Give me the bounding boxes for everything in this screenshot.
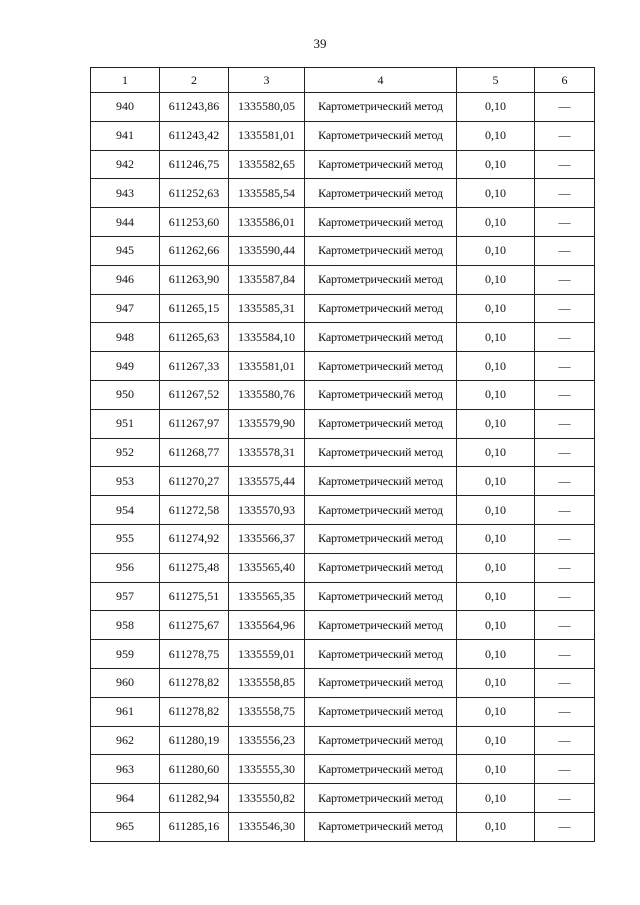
cell-x-coordinate: 611243,42 [160, 121, 229, 150]
table-row [91, 208, 595, 237]
cell-x-coordinate: 611265,63 [160, 323, 229, 352]
column-header-2: 2 [160, 68, 229, 93]
cell-y-coordinate: 1335586,01 [229, 208, 305, 237]
column-header-6: 6 [535, 68, 595, 93]
cell-method: Картометрический метод [305, 640, 457, 669]
cell-note: — [535, 640, 595, 669]
cell-y-coordinate: 1335558,75 [229, 697, 305, 726]
cell-point-number: 949 [91, 352, 160, 381]
cell-accuracy: 0,10 [457, 265, 535, 294]
table-header-row [91, 68, 595, 93]
cell-note: — [535, 380, 595, 409]
table-row [91, 323, 595, 352]
cell-y-coordinate: 1335559,01 [229, 640, 305, 669]
table-row [91, 640, 595, 669]
cell-note: — [535, 179, 595, 208]
cell-accuracy: 0,10 [457, 236, 535, 265]
table-row [91, 582, 595, 611]
cell-note: — [535, 812, 595, 841]
cell-x-coordinate: 611280,19 [160, 726, 229, 755]
cell-y-coordinate: 1335585,54 [229, 179, 305, 208]
cell-x-coordinate: 611275,48 [160, 553, 229, 582]
cell-y-coordinate: 1335575,44 [229, 467, 305, 496]
cell-x-coordinate: 611265,15 [160, 294, 229, 323]
cell-accuracy: 0,10 [457, 496, 535, 525]
cell-method: Картометрический метод [305, 467, 457, 496]
cell-x-coordinate: 611270,27 [160, 467, 229, 496]
cell-x-coordinate: 611280,60 [160, 755, 229, 784]
table-row [91, 150, 595, 179]
cell-x-coordinate: 611278,82 [160, 668, 229, 697]
cell-method: Картометрический метод [305, 179, 457, 208]
cell-x-coordinate: 611262,66 [160, 236, 229, 265]
cell-note: — [535, 265, 595, 294]
table-row [91, 611, 595, 640]
table-row [91, 179, 595, 208]
cell-method: Картометрический метод [305, 236, 457, 265]
cell-point-number: 963 [91, 755, 160, 784]
cell-note: — [535, 208, 595, 237]
cell-x-coordinate: 611267,33 [160, 352, 229, 381]
cell-method: Картометрический метод [305, 265, 457, 294]
cell-note: — [535, 496, 595, 525]
cell-x-coordinate: 611267,97 [160, 409, 229, 438]
cell-y-coordinate: 1335579,90 [229, 409, 305, 438]
cell-accuracy: 0,10 [457, 179, 535, 208]
cell-accuracy: 0,10 [457, 380, 535, 409]
table-row [91, 93, 595, 122]
table-row [91, 409, 595, 438]
cell-accuracy: 0,10 [457, 438, 535, 467]
cell-note: — [535, 553, 595, 582]
cell-method: Картометрический метод [305, 582, 457, 611]
cell-note: — [535, 726, 595, 755]
cell-y-coordinate: 1335555,30 [229, 755, 305, 784]
table-row [91, 265, 595, 294]
cell-note: — [535, 323, 595, 352]
cell-point-number: 958 [91, 611, 160, 640]
cell-method: Картометрический метод [305, 524, 457, 553]
cell-point-number: 960 [91, 668, 160, 697]
cell-y-coordinate: 1335585,31 [229, 294, 305, 323]
cell-note: — [535, 784, 595, 813]
cell-x-coordinate: 611243,86 [160, 93, 229, 122]
cell-x-coordinate: 611253,60 [160, 208, 229, 237]
cell-method: Картометрический метод [305, 323, 457, 352]
coordinates-table [90, 67, 595, 842]
cell-note: — [535, 409, 595, 438]
cell-x-coordinate: 611252,63 [160, 179, 229, 208]
cell-note: — [535, 294, 595, 323]
column-header-5: 5 [457, 68, 535, 93]
cell-note: — [535, 755, 595, 784]
cell-method: Картометрический метод [305, 93, 457, 122]
cell-method: Картометрический метод [305, 726, 457, 755]
cell-point-number: 959 [91, 640, 160, 669]
cell-y-coordinate: 1335566,37 [229, 524, 305, 553]
cell-point-number: 952 [91, 438, 160, 467]
cell-point-number: 942 [91, 150, 160, 179]
cell-point-number: 961 [91, 697, 160, 726]
cell-method: Картометрический метод [305, 784, 457, 813]
table-row [91, 294, 595, 323]
table-body [91, 93, 595, 842]
cell-point-number: 944 [91, 208, 160, 237]
cell-y-coordinate: 1335587,84 [229, 265, 305, 294]
cell-method: Картометрический метод [305, 380, 457, 409]
cell-point-number: 948 [91, 323, 160, 352]
cell-note: — [535, 352, 595, 381]
cell-y-coordinate: 1335565,40 [229, 553, 305, 582]
cell-point-number: 955 [91, 524, 160, 553]
cell-y-coordinate: 1335565,35 [229, 582, 305, 611]
page-number: 39 [313, 36, 327, 51]
cell-point-number: 950 [91, 380, 160, 409]
cell-point-number: 945 [91, 236, 160, 265]
cell-accuracy: 0,10 [457, 409, 535, 438]
cell-y-coordinate: 1335556,23 [229, 726, 305, 755]
cell-point-number: 940 [91, 93, 160, 122]
cell-point-number: 957 [91, 582, 160, 611]
cell-method: Картометрический метод [305, 294, 457, 323]
cell-note: — [535, 438, 595, 467]
table-row [91, 755, 595, 784]
cell-accuracy: 0,10 [457, 784, 535, 813]
table-row [91, 467, 595, 496]
cell-x-coordinate: 611272,58 [160, 496, 229, 525]
cell-method: Картометрический метод [305, 755, 457, 784]
cell-method: Картометрический метод [305, 150, 457, 179]
column-header-1: 1 [91, 68, 160, 93]
cell-point-number: 962 [91, 726, 160, 755]
cell-x-coordinate: 611285,16 [160, 812, 229, 841]
cell-x-coordinate: 611246,75 [160, 150, 229, 179]
cell-y-coordinate: 1335564,96 [229, 611, 305, 640]
cell-method: Картометрический метод [305, 553, 457, 582]
table-row [91, 726, 595, 755]
cell-accuracy: 0,10 [457, 352, 535, 381]
cell-accuracy: 0,10 [457, 611, 535, 640]
cell-note: — [535, 121, 595, 150]
cell-x-coordinate: 611268,77 [160, 438, 229, 467]
cell-x-coordinate: 611275,67 [160, 611, 229, 640]
cell-y-coordinate: 1335580,05 [229, 93, 305, 122]
table-row [91, 697, 595, 726]
cell-method: Картометрический метод [305, 409, 457, 438]
cell-note: — [535, 150, 595, 179]
column-header-4: 4 [305, 68, 457, 93]
cell-accuracy: 0,10 [457, 150, 535, 179]
cell-y-coordinate: 1335582,65 [229, 150, 305, 179]
cell-note: — [535, 524, 595, 553]
cell-y-coordinate: 1335558,85 [229, 668, 305, 697]
cell-point-number: 941 [91, 121, 160, 150]
table-row [91, 121, 595, 150]
cell-x-coordinate: 611275,51 [160, 582, 229, 611]
cell-y-coordinate: 1335580,76 [229, 380, 305, 409]
cell-point-number: 953 [91, 467, 160, 496]
cell-accuracy: 0,10 [457, 812, 535, 841]
cell-method: Картометрический метод [305, 208, 457, 237]
cell-method: Картометрический метод [305, 121, 457, 150]
cell-accuracy: 0,10 [457, 524, 535, 553]
cell-y-coordinate: 1335581,01 [229, 352, 305, 381]
table-row [91, 496, 595, 525]
cell-y-coordinate: 1335570,93 [229, 496, 305, 525]
cell-note: — [535, 93, 595, 122]
cell-accuracy: 0,10 [457, 208, 535, 237]
cell-x-coordinate: 611263,90 [160, 265, 229, 294]
cell-y-coordinate: 1335584,10 [229, 323, 305, 352]
cell-point-number: 951 [91, 409, 160, 438]
cell-accuracy: 0,10 [457, 668, 535, 697]
cell-accuracy: 0,10 [457, 93, 535, 122]
cell-method: Картометрический метод [305, 611, 457, 640]
cell-y-coordinate: 1335581,01 [229, 121, 305, 150]
table-row [91, 524, 595, 553]
cell-note: — [535, 611, 595, 640]
cell-accuracy: 0,10 [457, 121, 535, 150]
cell-note: — [535, 467, 595, 496]
table-row [91, 236, 595, 265]
cell-accuracy: 0,10 [457, 582, 535, 611]
cell-note: — [535, 697, 595, 726]
cell-x-coordinate: 611267,52 [160, 380, 229, 409]
cell-y-coordinate: 1335590,44 [229, 236, 305, 265]
cell-accuracy: 0,10 [457, 640, 535, 669]
cell-point-number: 947 [91, 294, 160, 323]
cell-accuracy: 0,10 [457, 323, 535, 352]
cell-accuracy: 0,10 [457, 697, 535, 726]
column-header-3: 3 [229, 68, 305, 93]
cell-accuracy: 0,10 [457, 467, 535, 496]
cell-y-coordinate: 1335546,30 [229, 812, 305, 841]
table-row [91, 553, 595, 582]
cell-method: Картометрический метод [305, 496, 457, 525]
cell-method: Картометрический метод [305, 352, 457, 381]
cell-method: Картометрический метод [305, 438, 457, 467]
cell-accuracy: 0,10 [457, 553, 535, 582]
cell-accuracy: 0,10 [457, 294, 535, 323]
cell-point-number: 946 [91, 265, 160, 294]
cell-method: Картометрический метод [305, 812, 457, 841]
cell-note: — [535, 582, 595, 611]
cell-point-number: 965 [91, 812, 160, 841]
table-row [91, 438, 595, 467]
table-row [91, 668, 595, 697]
table-row [91, 784, 595, 813]
cell-y-coordinate: 1335578,31 [229, 438, 305, 467]
cell-point-number: 964 [91, 784, 160, 813]
cell-accuracy: 0,10 [457, 726, 535, 755]
table-row [91, 812, 595, 841]
cell-y-coordinate: 1335550,82 [229, 784, 305, 813]
cell-x-coordinate: 611274,92 [160, 524, 229, 553]
cell-x-coordinate: 611278,82 [160, 697, 229, 726]
cell-point-number: 954 [91, 496, 160, 525]
cell-accuracy: 0,10 [457, 755, 535, 784]
cell-point-number: 956 [91, 553, 160, 582]
table-row [91, 380, 595, 409]
cell-note: — [535, 236, 595, 265]
cell-note: — [535, 668, 595, 697]
cell-x-coordinate: 611278,75 [160, 640, 229, 669]
cell-method: Картометрический метод [305, 697, 457, 726]
cell-x-coordinate: 611282,94 [160, 784, 229, 813]
table-row [91, 352, 595, 381]
cell-method: Картометрический метод [305, 668, 457, 697]
cell-point-number: 943 [91, 179, 160, 208]
